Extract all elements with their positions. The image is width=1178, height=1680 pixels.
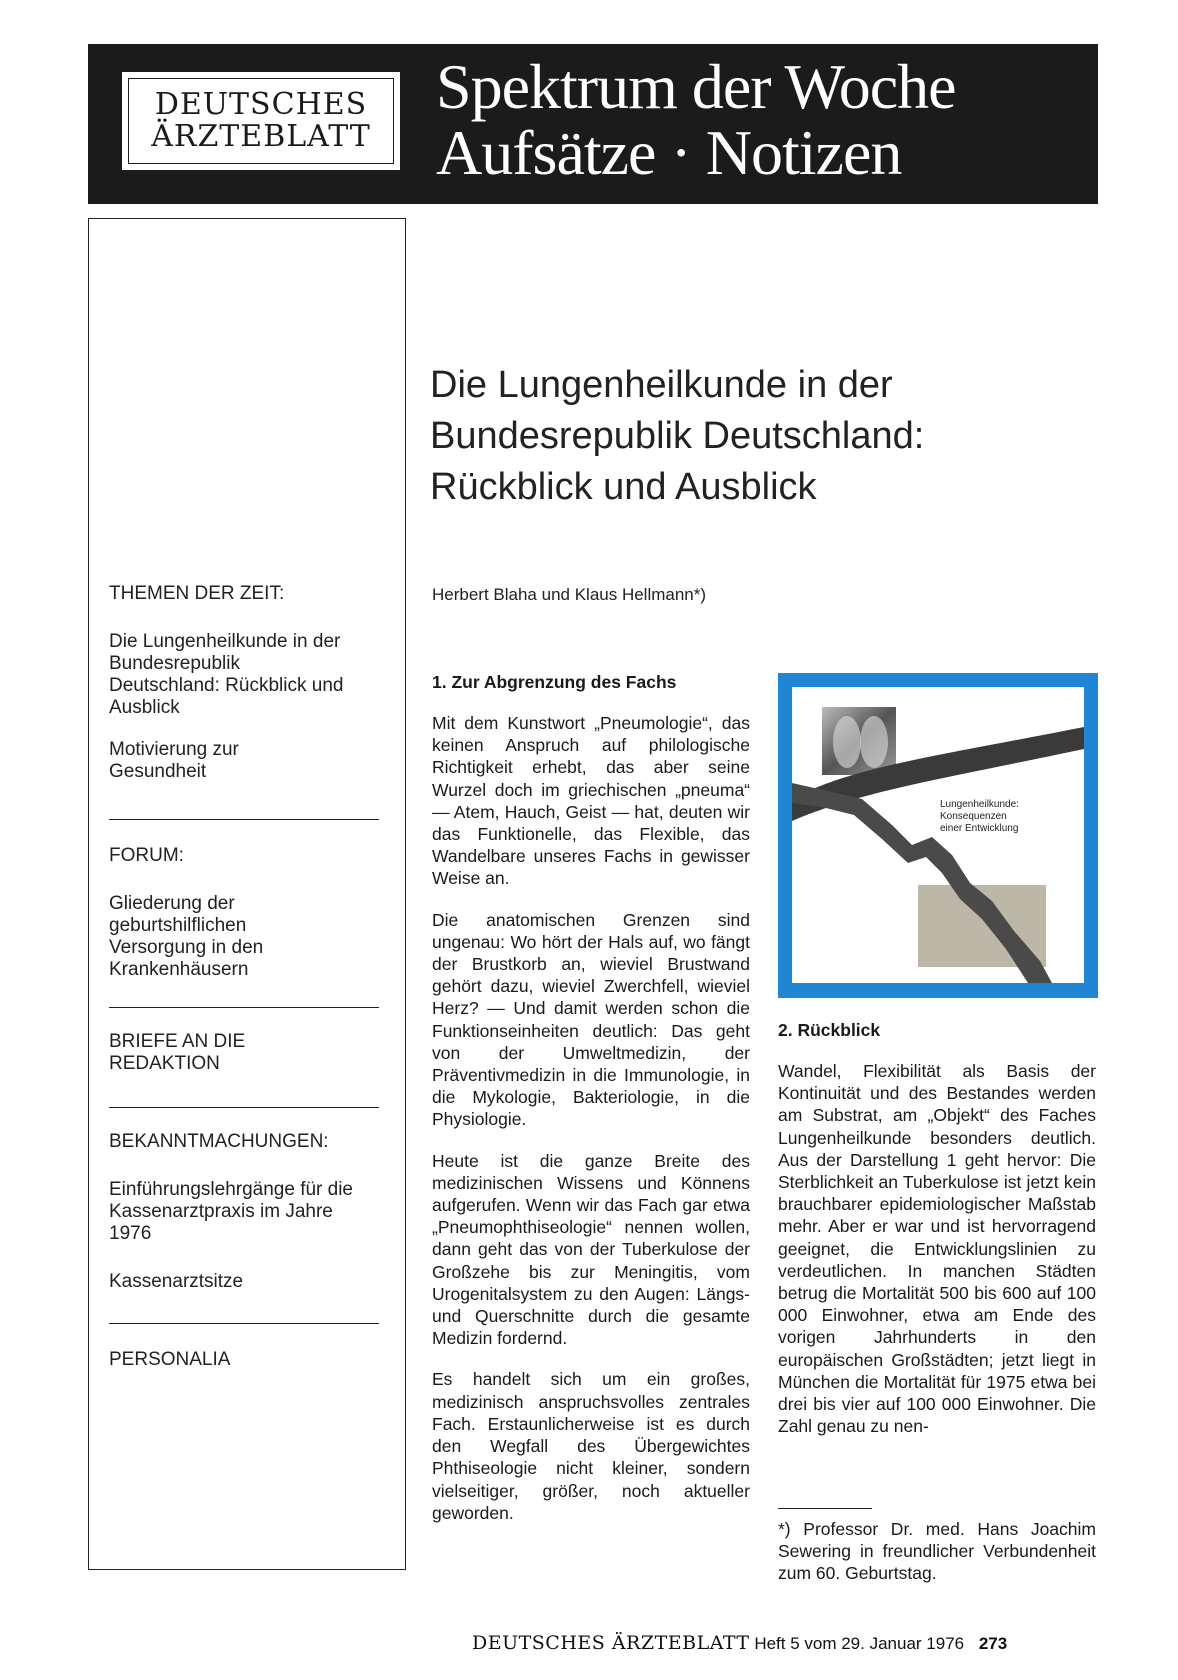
footnote-divider: [778, 1508, 872, 1509]
toc-item: Gliederung der geburtshilflichen Versorgung in den Krankenhäusern: [109, 893, 264, 980]
figure-graphic: [792, 687, 1084, 983]
xray-lung-right: [860, 716, 888, 768]
page-number: 273: [978, 1634, 1008, 1653]
toc-heading-personalia: PERSONALIA: [109, 1349, 231, 1370]
divider: [109, 819, 379, 820]
section-title-line-1: Spektrum der Woche: [436, 51, 956, 122]
toc-heading-forum: FORUM:: [109, 845, 184, 866]
toc-item: Kassenarztsitze: [109, 1271, 244, 1292]
article-title-line-3: Rückblick und Ausblick: [430, 466, 817, 508]
toc-item: Einführungslehrgänge für die Kassenarztpraxis im Jahre 1976: [109, 1179, 354, 1244]
article-title-line-1: Die Lungenheilkunde in der: [430, 364, 893, 406]
toc-heading-briefe: BRIEFE AN DIE REDAKTION: [109, 1031, 246, 1074]
journal-logo: [122, 72, 400, 170]
section-title: [436, 51, 956, 188]
paragraph: Heute ist die ganze Breite des medizinischen Wissens und Könnens aufgerufen. Wenn wir das Fach gar etwa „Pneumophthiseologie“ nennen wollen, dann geht das von der Tuberkulose der Großzehe bis zur Meningitis, vom Urogenitalsystem zu den Augen: Längs- und Querschnitte durch die gesamte Medizin fordernd.: [432, 1150, 750, 1349]
article-authors: Herbert Blaha und Klaus Hellmann*): [432, 585, 707, 604]
paragraph: Es handelt sich um ein großes, medizinisch anspruchsvolles zentrales Fach. Erstaunlicherweise ist es durch den Wegfall des Übergewichtes Phthiseologie nicht kleiner, sondern vielseitiger, größer, noch aktueller geworden.: [432, 1369, 750, 1523]
logo-line-1: DEUTSCHES: [154, 87, 368, 122]
contents-sidebar: [88, 218, 406, 1570]
figure-caption-line: Konsequenzen: [940, 811, 1007, 822]
section-heading: 1. Zur Abgrenzung des Fachs: [432, 672, 677, 692]
page-footer: [472, 1632, 1007, 1654]
section-title-line-2: Aufsätze · Notizen: [436, 117, 902, 188]
paragraph: Die anatomischen Grenzen sind ungenau: Wo hört der Hals auf, wo fängt der Brustkorb an, wieviel Brustwand gehört dazu, wieviel Zwerchfell, wieviel Herz? — Und damit werden schon die Funktionseinheiten deutlich: Das geht von der Umweltmedizin, der Präventivmedizin in die Immunologie, in die Mykologie, Bakteriologie, in die Physiologie.: [432, 909, 750, 1130]
text-column-2: [778, 1060, 1096, 1456]
divider: [109, 1007, 379, 1008]
figure-caption: [940, 799, 1019, 835]
logo-line-2: ÄRZTEBLATT: [151, 119, 371, 154]
text-column-1: [432, 712, 750, 1543]
figure-caption-line: einer Entwicklung: [940, 823, 1019, 834]
toc-item: Motivierung zur Gesundheit: [109, 739, 239, 782]
article-title: [430, 360, 1090, 513]
article-title-line-2: Bundesrepublik Deutschland:: [430, 415, 925, 457]
footer-masthead: DEUTSCHES ÄRZTEBLATT: [472, 1632, 750, 1654]
cover-figure: [778, 673, 1098, 998]
figure-image: [792, 687, 1084, 983]
footnote: *) Professor Dr. med. Hans Joachim Sewering in freundlicher Verbundenheit zum 60. Geburtstag.: [778, 1519, 1096, 1584]
toc-item: Die Lungenheilkunde in der Bundesrepublik Deutschland: Rückblick und Ausblick: [109, 631, 344, 718]
paragraph: Mit dem Kunstwort „Pneumologie“, das keinen Anspruch auf philologische Richtigkeit erhebt, das aber seine Wurzel doch im griechischen „pneuma“ — Atem, Hauch, Geist — hat, deuten wir das Funktionelle, das Flexible, das Wandelbare unseres Fachs in gewisser Weise an.: [432, 713, 750, 889]
figure-caption-line: Lungenheilkunde:: [940, 799, 1019, 810]
section-heading: 2. Rückblick: [778, 1020, 881, 1040]
xray-lung-left: [833, 716, 861, 768]
toc-heading-bekanntmachungen: BEKANNTMACHUNGEN:: [109, 1131, 329, 1152]
footer-issue: Heft 5 vom 29. Januar 1976: [754, 1634, 965, 1653]
divider: [109, 1107, 379, 1108]
toc-heading-themen: THEMEN DER ZEIT:: [109, 583, 285, 604]
paragraph: Wandel, Flexibilität als Basis der Kontinuität und des Bestandes werden am Substrat, am „Objekt“ des Faches Lungenheilkunde besonders deutlich. Aus der Darstellung 1 geht hervor: Die Sterblichkeit an Tuberkulose ist jetzt kein brauchbarer epidemiologischer Maßstab mehr. Aber er war und ist hervorragend geeignet, die Entwicklungslinien zu verdeutlichen. In manchen Städten betrug die Mortalität 500 bis 600 auf 100 000 Einwohner, etwa am Ende des vorigen Jahrhunderts in den europäischen Großstädten; jetzt liegt in München die Mortalität für 1975 etwa bei drei bis vier auf 100 000 Einwohner. Die Zahl genau zu nen-: [778, 1061, 1096, 1437]
masthead-banner: [88, 44, 1098, 204]
divider: [109, 1323, 379, 1324]
